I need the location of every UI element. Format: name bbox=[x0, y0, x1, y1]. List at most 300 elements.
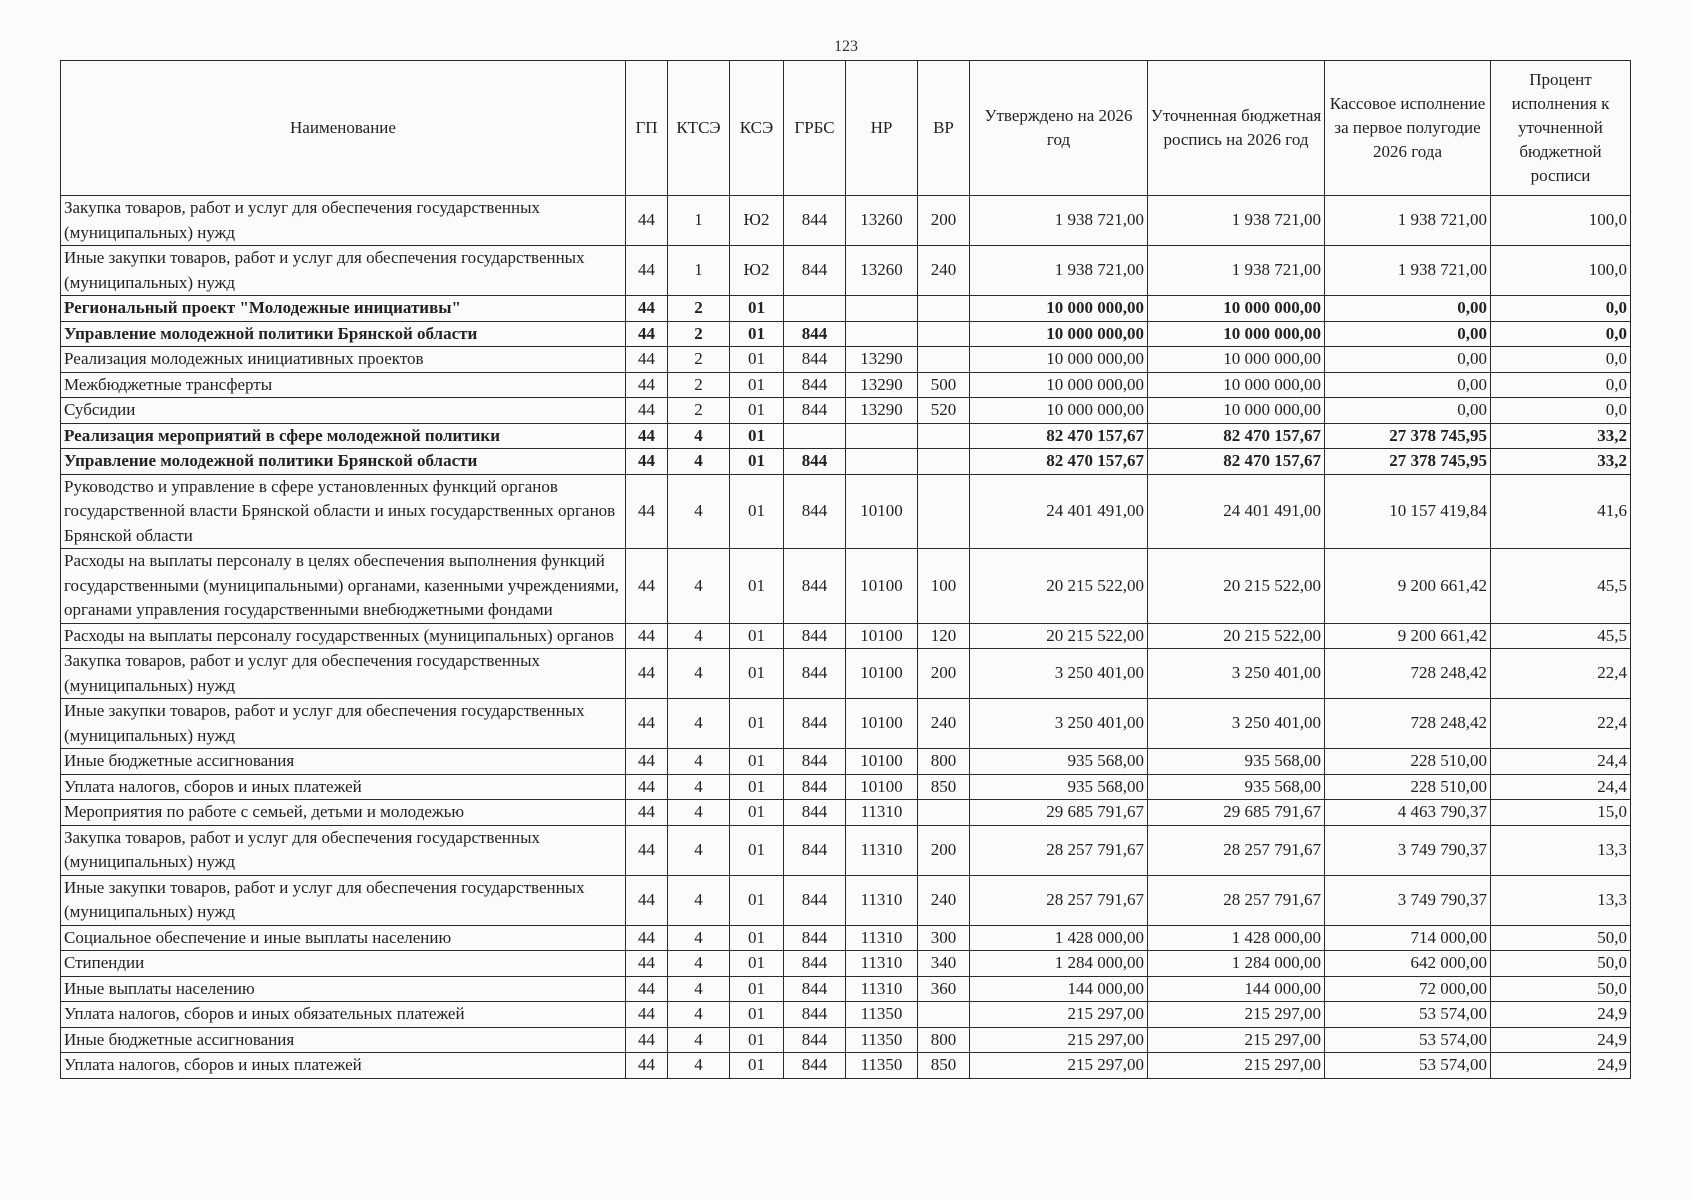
cell-vr: 300 bbox=[918, 925, 970, 951]
cell-kse: 01 bbox=[730, 474, 784, 549]
cell-grbs bbox=[784, 296, 846, 322]
table-row bbox=[61, 774, 1631, 800]
table-row bbox=[61, 951, 1631, 977]
cell-approved: 10 000 000,00 bbox=[970, 321, 1148, 347]
cell-kse: 01 bbox=[730, 749, 784, 775]
cell-gp: 44 bbox=[626, 875, 668, 925]
cell-refined: 10 000 000,00 bbox=[1148, 347, 1325, 373]
cell-ktse: 1 bbox=[668, 196, 730, 246]
cell-ktse: 4 bbox=[668, 474, 730, 549]
cell-gp: 44 bbox=[626, 321, 668, 347]
cell-ktse: 4 bbox=[668, 774, 730, 800]
cell-name: Реализация мероприятий в сфере молодежной политики bbox=[61, 423, 626, 449]
cell-refined: 935 568,00 bbox=[1148, 749, 1325, 775]
cell-percent: 50,0 bbox=[1491, 925, 1631, 951]
budget-execution-table bbox=[60, 60, 1631, 1079]
cell-name: Стипендии bbox=[61, 951, 626, 977]
cell-cash: 228 510,00 bbox=[1325, 774, 1491, 800]
cell-approved: 215 297,00 bbox=[970, 1002, 1148, 1028]
cell-name: Межбюджетные трансферты bbox=[61, 372, 626, 398]
cell-ktse: 2 bbox=[668, 296, 730, 322]
cell-grbs: 844 bbox=[784, 825, 846, 875]
cell-name: Закупка товаров, работ и услуг для обеспечения государственных (муниципальных) нужд bbox=[61, 196, 626, 246]
table-body bbox=[61, 196, 1631, 1079]
cell-kse: 01 bbox=[730, 1053, 784, 1079]
cell-vr: 120 bbox=[918, 623, 970, 649]
cell-refined: 1 428 000,00 bbox=[1148, 925, 1325, 951]
cell-nr: 10100 bbox=[846, 623, 918, 649]
cell-vr: 500 bbox=[918, 372, 970, 398]
cell-name: Закупка товаров, работ и услуг для обеспечения государственных (муниципальных) нужд bbox=[61, 825, 626, 875]
cell-approved: 28 257 791,67 bbox=[970, 825, 1148, 875]
table-row bbox=[61, 372, 1631, 398]
cell-percent: 45,5 bbox=[1491, 549, 1631, 624]
cell-nr: 13290 bbox=[846, 347, 918, 373]
table-row bbox=[61, 875, 1631, 925]
cell-approved: 10 000 000,00 bbox=[970, 296, 1148, 322]
cell-refined: 144 000,00 bbox=[1148, 976, 1325, 1002]
cell-percent: 100,0 bbox=[1491, 246, 1631, 296]
cell-nr: 11350 bbox=[846, 1053, 918, 1079]
cell-approved: 3 250 401,00 bbox=[970, 699, 1148, 749]
cell-percent: 24,4 bbox=[1491, 774, 1631, 800]
cell-cash: 53 574,00 bbox=[1325, 1027, 1491, 1053]
cell-cash: 4 463 790,37 bbox=[1325, 800, 1491, 826]
cell-grbs: 844 bbox=[784, 649, 846, 699]
cell-approved: 215 297,00 bbox=[970, 1053, 1148, 1079]
cell-percent: 22,4 bbox=[1491, 649, 1631, 699]
cell-ktse: 4 bbox=[668, 449, 730, 475]
cell-vr: 200 bbox=[918, 196, 970, 246]
cell-refined: 1 938 721,00 bbox=[1148, 246, 1325, 296]
cell-approved: 144 000,00 bbox=[970, 976, 1148, 1002]
cell-name: Руководство и управление в сфере установленных функций органов государственной власти Брянской области и иных государственных органов Брянской области bbox=[61, 474, 626, 549]
cell-cash: 9 200 661,42 bbox=[1325, 549, 1491, 624]
cell-nr bbox=[846, 321, 918, 347]
cell-ktse: 2 bbox=[668, 347, 730, 373]
cell-gp: 44 bbox=[626, 549, 668, 624]
cell-kse: 01 bbox=[730, 372, 784, 398]
cell-vr: 340 bbox=[918, 951, 970, 977]
cell-cash: 0,00 bbox=[1325, 321, 1491, 347]
cell-grbs: 844 bbox=[784, 549, 846, 624]
cell-gp: 44 bbox=[626, 925, 668, 951]
cell-percent: 0,0 bbox=[1491, 398, 1631, 424]
cell-nr: 11310 bbox=[846, 875, 918, 925]
cell-kse: 01 bbox=[730, 800, 784, 826]
cell-ktse: 4 bbox=[668, 1002, 730, 1028]
cell-refined: 29 685 791,67 bbox=[1148, 800, 1325, 826]
cell-grbs: 844 bbox=[784, 699, 846, 749]
cell-percent: 50,0 bbox=[1491, 976, 1631, 1002]
cell-vr: 800 bbox=[918, 1027, 970, 1053]
cell-percent: 41,6 bbox=[1491, 474, 1631, 549]
cell-vr bbox=[918, 474, 970, 549]
cell-nr: 11310 bbox=[846, 925, 918, 951]
cell-cash: 728 248,42 bbox=[1325, 649, 1491, 699]
cell-kse: 01 bbox=[730, 449, 784, 475]
cell-approved: 24 401 491,00 bbox=[970, 474, 1148, 549]
cell-refined: 28 257 791,67 bbox=[1148, 875, 1325, 925]
table-row bbox=[61, 347, 1631, 373]
cell-cash: 1 938 721,00 bbox=[1325, 196, 1491, 246]
cell-cash: 53 574,00 bbox=[1325, 1002, 1491, 1028]
cell-grbs: 844 bbox=[784, 449, 846, 475]
cell-refined: 215 297,00 bbox=[1148, 1053, 1325, 1079]
cell-percent: 0,0 bbox=[1491, 347, 1631, 373]
cell-refined: 10 000 000,00 bbox=[1148, 372, 1325, 398]
cell-cash: 3 749 790,37 bbox=[1325, 875, 1491, 925]
cell-vr bbox=[918, 296, 970, 322]
table-row bbox=[61, 825, 1631, 875]
cell-name: Иные закупки товаров, работ и услуг для обеспечения государственных (муниципальных) нужд bbox=[61, 875, 626, 925]
cell-grbs: 844 bbox=[784, 1027, 846, 1053]
cell-vr bbox=[918, 449, 970, 475]
cell-gp: 44 bbox=[626, 825, 668, 875]
cell-approved: 1 284 000,00 bbox=[970, 951, 1148, 977]
table-row bbox=[61, 649, 1631, 699]
cell-gp: 44 bbox=[626, 1053, 668, 1079]
cell-vr: 850 bbox=[918, 774, 970, 800]
cell-cash: 0,00 bbox=[1325, 347, 1491, 373]
cell-refined: 1 938 721,00 bbox=[1148, 196, 1325, 246]
cell-name: Мероприятия по работе с семьей, детьми и молодежью bbox=[61, 800, 626, 826]
table-row bbox=[61, 925, 1631, 951]
cell-nr: 13290 bbox=[846, 372, 918, 398]
cell-ktse: 2 bbox=[668, 372, 730, 398]
cell-refined: 3 250 401,00 bbox=[1148, 649, 1325, 699]
cell-gp: 44 bbox=[626, 951, 668, 977]
cell-ktse: 4 bbox=[668, 976, 730, 1002]
cell-refined: 10 000 000,00 bbox=[1148, 398, 1325, 424]
cell-percent: 22,4 bbox=[1491, 699, 1631, 749]
cell-vr: 200 bbox=[918, 825, 970, 875]
cell-percent: 13,3 bbox=[1491, 875, 1631, 925]
cell-nr: 11350 bbox=[846, 1027, 918, 1053]
cell-refined: 24 401 491,00 bbox=[1148, 474, 1325, 549]
cell-vr: 240 bbox=[918, 246, 970, 296]
cell-approved: 1 938 721,00 bbox=[970, 246, 1148, 296]
cell-approved: 10 000 000,00 bbox=[970, 372, 1148, 398]
cell-cash: 728 248,42 bbox=[1325, 699, 1491, 749]
cell-vr: 240 bbox=[918, 875, 970, 925]
cell-cash: 53 574,00 bbox=[1325, 1053, 1491, 1079]
cell-grbs: 844 bbox=[784, 623, 846, 649]
cell-kse: 01 bbox=[730, 1027, 784, 1053]
cell-nr: 11350 bbox=[846, 1002, 918, 1028]
cell-refined: 215 297,00 bbox=[1148, 1002, 1325, 1028]
cell-name: Управление молодежной политики Брянской области bbox=[61, 321, 626, 347]
cell-cash: 0,00 bbox=[1325, 372, 1491, 398]
cell-ktse: 4 bbox=[668, 875, 730, 925]
header-row bbox=[61, 61, 1631, 196]
cell-percent: 24,4 bbox=[1491, 749, 1631, 775]
cell-nr: 10100 bbox=[846, 649, 918, 699]
cell-vr: 800 bbox=[918, 749, 970, 775]
cell-refined: 28 257 791,67 bbox=[1148, 825, 1325, 875]
cell-ktse: 4 bbox=[668, 549, 730, 624]
cell-grbs: 844 bbox=[784, 347, 846, 373]
cell-grbs: 844 bbox=[784, 321, 846, 347]
header-nr: НР bbox=[846, 61, 918, 196]
cell-kse: 01 bbox=[730, 649, 784, 699]
cell-cash: 228 510,00 bbox=[1325, 749, 1491, 775]
cell-nr: 10100 bbox=[846, 774, 918, 800]
cell-name: Иные бюджетные ассигнования bbox=[61, 1027, 626, 1053]
cell-ktse: 4 bbox=[668, 649, 730, 699]
cell-nr: 11310 bbox=[846, 976, 918, 1002]
header-gp: ГП bbox=[626, 61, 668, 196]
cell-gp: 44 bbox=[626, 976, 668, 1002]
cell-cash: 3 749 790,37 bbox=[1325, 825, 1491, 875]
cell-approved: 20 215 522,00 bbox=[970, 623, 1148, 649]
cell-gp: 44 bbox=[626, 449, 668, 475]
cell-grbs: 844 bbox=[784, 951, 846, 977]
table-row bbox=[61, 449, 1631, 475]
cell-refined: 3 250 401,00 bbox=[1148, 699, 1325, 749]
cell-kse: 01 bbox=[730, 699, 784, 749]
cell-kse: 01 bbox=[730, 925, 784, 951]
cell-approved: 20 215 522,00 bbox=[970, 549, 1148, 624]
cell-percent: 0,0 bbox=[1491, 372, 1631, 398]
cell-approved: 1 938 721,00 bbox=[970, 196, 1148, 246]
table-row bbox=[61, 196, 1631, 246]
cell-cash: 27 378 745,95 bbox=[1325, 423, 1491, 449]
cell-percent: 100,0 bbox=[1491, 196, 1631, 246]
cell-nr: 10100 bbox=[846, 549, 918, 624]
cell-kse: 01 bbox=[730, 398, 784, 424]
table-row bbox=[61, 699, 1631, 749]
cell-gp: 44 bbox=[626, 699, 668, 749]
cell-name: Расходы на выплаты персоналу государственных (муниципальных) органов bbox=[61, 623, 626, 649]
cell-kse: 01 bbox=[730, 321, 784, 347]
header-ktse: КТСЭ bbox=[668, 61, 730, 196]
cell-approved: 935 568,00 bbox=[970, 749, 1148, 775]
cell-ktse: 4 bbox=[668, 925, 730, 951]
cell-nr: 13260 bbox=[846, 246, 918, 296]
cell-grbs: 844 bbox=[784, 925, 846, 951]
cell-kse: 01 bbox=[730, 1002, 784, 1028]
cell-name: Социальное обеспечение и иные выплаты населению bbox=[61, 925, 626, 951]
header-name: Наименование bbox=[61, 61, 626, 196]
cell-kse: 01 bbox=[730, 423, 784, 449]
cell-nr: 10100 bbox=[846, 749, 918, 775]
cell-approved: 935 568,00 bbox=[970, 774, 1148, 800]
cell-gp: 44 bbox=[626, 372, 668, 398]
cell-nr bbox=[846, 296, 918, 322]
cell-name: Иные закупки товаров, работ и услуг для обеспечения государственных (муниципальных) нужд bbox=[61, 246, 626, 296]
header-vr: ВР bbox=[918, 61, 970, 196]
cell-gp: 44 bbox=[626, 398, 668, 424]
cell-cash: 27 378 745,95 bbox=[1325, 449, 1491, 475]
cell-nr bbox=[846, 449, 918, 475]
cell-gp: 44 bbox=[626, 749, 668, 775]
page-number: 123 bbox=[834, 38, 858, 55]
cell-name: Уплата налогов, сборов и иных обязательных платежей bbox=[61, 1002, 626, 1028]
cell-vr bbox=[918, 347, 970, 373]
cell-gp: 44 bbox=[626, 423, 668, 449]
cell-vr: 200 bbox=[918, 649, 970, 699]
cell-vr: 520 bbox=[918, 398, 970, 424]
cell-nr: 11310 bbox=[846, 951, 918, 977]
cell-refined: 10 000 000,00 bbox=[1148, 296, 1325, 322]
cell-percent: 45,5 bbox=[1491, 623, 1631, 649]
cell-refined: 1 284 000,00 bbox=[1148, 951, 1325, 977]
cell-name: Уплата налогов, сборов и иных платежей bbox=[61, 774, 626, 800]
header-refined: Уточненная бюджетная роспись на 2026 год bbox=[1148, 61, 1325, 196]
cell-kse: Ю2 bbox=[730, 196, 784, 246]
cell-nr: 13290 bbox=[846, 398, 918, 424]
cell-grbs bbox=[784, 423, 846, 449]
header-kse: КСЭ bbox=[730, 61, 784, 196]
cell-gp: 44 bbox=[626, 246, 668, 296]
cell-ktse: 4 bbox=[668, 623, 730, 649]
cell-percent: 50,0 bbox=[1491, 951, 1631, 977]
cell-gp: 44 bbox=[626, 196, 668, 246]
cell-grbs: 844 bbox=[784, 196, 846, 246]
cell-percent: 33,2 bbox=[1491, 449, 1631, 475]
cell-approved: 82 470 157,67 bbox=[970, 423, 1148, 449]
cell-approved: 1 428 000,00 bbox=[970, 925, 1148, 951]
cell-kse: 01 bbox=[730, 623, 784, 649]
cell-approved: 215 297,00 bbox=[970, 1027, 1148, 1053]
cell-gp: 44 bbox=[626, 1027, 668, 1053]
cell-cash: 642 000,00 bbox=[1325, 951, 1491, 977]
cell-approved: 28 257 791,67 bbox=[970, 875, 1148, 925]
header-percent: Процент исполнения к уточненной бюджетной росписи bbox=[1491, 61, 1631, 196]
cell-nr: 13260 bbox=[846, 196, 918, 246]
cell-name: Управление молодежной политики Брянской области bbox=[61, 449, 626, 475]
cell-approved: 10 000 000,00 bbox=[970, 347, 1148, 373]
cell-cash: 714 000,00 bbox=[1325, 925, 1491, 951]
cell-approved: 82 470 157,67 bbox=[970, 449, 1148, 475]
cell-gp: 44 bbox=[626, 623, 668, 649]
cell-refined: 10 000 000,00 bbox=[1148, 321, 1325, 347]
cell-name: Расходы на выплаты персоналу в целях обеспечения выполнения функций государственными (муниципальными) органами, казенными учреждениями, органами управления государственными внебюджетными фондами bbox=[61, 549, 626, 624]
cell-vr bbox=[918, 321, 970, 347]
cell-refined: 82 470 157,67 bbox=[1148, 423, 1325, 449]
cell-gp: 44 bbox=[626, 800, 668, 826]
cell-kse: 01 bbox=[730, 976, 784, 1002]
cell-vr: 100 bbox=[918, 549, 970, 624]
table-row bbox=[61, 246, 1631, 296]
cell-ktse: 4 bbox=[668, 749, 730, 775]
cell-refined: 82 470 157,67 bbox=[1148, 449, 1325, 475]
cell-cash: 72 000,00 bbox=[1325, 976, 1491, 1002]
table-row bbox=[61, 423, 1631, 449]
cell-grbs: 844 bbox=[784, 976, 846, 1002]
table-header bbox=[61, 61, 1631, 196]
table-row bbox=[61, 976, 1631, 1002]
cell-grbs: 844 bbox=[784, 246, 846, 296]
cell-vr: 240 bbox=[918, 699, 970, 749]
cell-ktse: 4 bbox=[668, 699, 730, 749]
cell-ktse: 4 bbox=[668, 1027, 730, 1053]
cell-grbs: 844 bbox=[784, 800, 846, 826]
cell-cash: 9 200 661,42 bbox=[1325, 623, 1491, 649]
cell-name: Иные закупки товаров, работ и услуг для обеспечения государственных (муниципальных) нужд bbox=[61, 699, 626, 749]
cell-nr bbox=[846, 423, 918, 449]
cell-approved: 29 685 791,67 bbox=[970, 800, 1148, 826]
cell-grbs: 844 bbox=[784, 1002, 846, 1028]
cell-refined: 20 215 522,00 bbox=[1148, 623, 1325, 649]
cell-ktse: 2 bbox=[668, 321, 730, 347]
cell-percent: 24,9 bbox=[1491, 1027, 1631, 1053]
cell-gp: 44 bbox=[626, 296, 668, 322]
cell-approved: 3 250 401,00 bbox=[970, 649, 1148, 699]
cell-percent: 24,9 bbox=[1491, 1053, 1631, 1079]
cell-vr bbox=[918, 423, 970, 449]
cell-grbs: 844 bbox=[784, 749, 846, 775]
table-row bbox=[61, 321, 1631, 347]
cell-grbs: 844 bbox=[784, 1053, 846, 1079]
cell-kse: 01 bbox=[730, 951, 784, 977]
cell-percent: 15,0 bbox=[1491, 800, 1631, 826]
cell-gp: 44 bbox=[626, 649, 668, 699]
header-cash: Кассовое исполнение за первое полугодие 2026 года bbox=[1325, 61, 1491, 196]
cell-name: Закупка товаров, работ и услуг для обеспечения государственных (муниципальных) нужд bbox=[61, 649, 626, 699]
cell-grbs: 844 bbox=[784, 372, 846, 398]
cell-nr: 11310 bbox=[846, 825, 918, 875]
cell-name: Уплата налогов, сборов и иных платежей bbox=[61, 1053, 626, 1079]
cell-refined: 20 215 522,00 bbox=[1148, 549, 1325, 624]
cell-ktse: 2 bbox=[668, 398, 730, 424]
cell-kse: 01 bbox=[730, 296, 784, 322]
cell-kse: 01 bbox=[730, 774, 784, 800]
table-row bbox=[61, 474, 1631, 549]
table-row bbox=[61, 800, 1631, 826]
cell-kse: Ю2 bbox=[730, 246, 784, 296]
cell-gp: 44 bbox=[626, 347, 668, 373]
cell-ktse: 4 bbox=[668, 1053, 730, 1079]
cell-name: Субсидии bbox=[61, 398, 626, 424]
table-row bbox=[61, 296, 1631, 322]
cell-cash: 10 157 419,84 bbox=[1325, 474, 1491, 549]
cell-percent: 0,0 bbox=[1491, 296, 1631, 322]
cell-name: Иные выплаты населению bbox=[61, 976, 626, 1002]
table-row bbox=[61, 749, 1631, 775]
cell-cash: 0,00 bbox=[1325, 398, 1491, 424]
cell-gp: 44 bbox=[626, 774, 668, 800]
cell-nr: 11310 bbox=[846, 800, 918, 826]
cell-cash: 1 938 721,00 bbox=[1325, 246, 1491, 296]
cell-cash: 0,00 bbox=[1325, 296, 1491, 322]
cell-kse: 01 bbox=[730, 875, 784, 925]
cell-gp: 44 bbox=[626, 1002, 668, 1028]
cell-vr bbox=[918, 1002, 970, 1028]
cell-percent: 33,2 bbox=[1491, 423, 1631, 449]
table-row bbox=[61, 549, 1631, 624]
cell-grbs: 844 bbox=[784, 774, 846, 800]
table-row bbox=[61, 1002, 1631, 1028]
cell-percent: 0,0 bbox=[1491, 321, 1631, 347]
cell-ktse: 4 bbox=[668, 800, 730, 826]
cell-nr: 10100 bbox=[846, 474, 918, 549]
cell-grbs: 844 bbox=[784, 474, 846, 549]
cell-ktse: 1 bbox=[668, 246, 730, 296]
cell-ktse: 4 bbox=[668, 825, 730, 875]
table-row bbox=[61, 1027, 1631, 1053]
cell-vr bbox=[918, 800, 970, 826]
cell-name: Иные бюджетные ассигнования bbox=[61, 749, 626, 775]
cell-percent: 13,3 bbox=[1491, 825, 1631, 875]
cell-kse: 01 bbox=[730, 347, 784, 373]
cell-grbs: 844 bbox=[784, 875, 846, 925]
cell-refined: 935 568,00 bbox=[1148, 774, 1325, 800]
table-row bbox=[61, 1053, 1631, 1079]
cell-grbs: 844 bbox=[784, 398, 846, 424]
cell-name: Реализация молодежных инициативных проектов bbox=[61, 347, 626, 373]
